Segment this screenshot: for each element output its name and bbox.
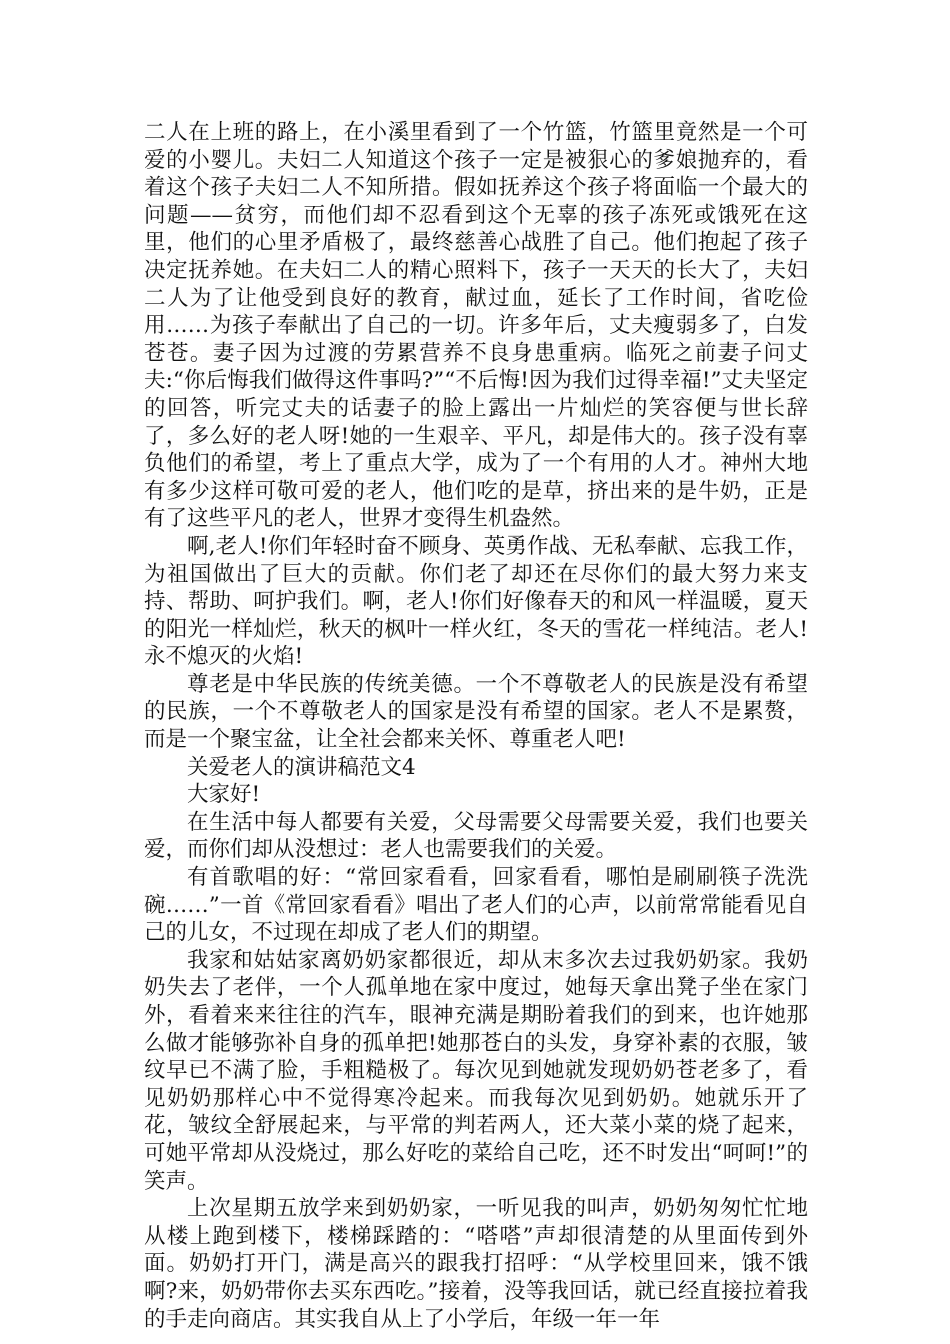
paragraph-last-friday: 上次星期五放学来到奶奶家，一听见我的叫声，奶奶匆匆忙忙地从楼上跑到楼下，楼梯踩踏的：“嗒嗒”声却很清楚的从里面传到外面。奶奶打开门，满是高兴的跟我打招呼：“从学校里回来，饿不饿啊?来，奶奶带你去买东西吃。”接着，没等我回话，就已经直接拉着我的手走向商店。其实我自从上了小学后，年级一年一年 — [144, 1196, 808, 1332]
paragraph-need-care: 在生活中每人都要有关爱，父母需要父母需要关爱，我们也要关爱，而你们却从没想过：老人也需要我们的关爱。 — [144, 809, 808, 863]
paragraph-tribute: 啊,老人!你们年轻时奋不顾身、英勇作战、无私奉献、忘我工作，为祖国做出了巨大的贡献。你们老了却还在尽你们的最大努力来支持、帮助、呵护我们。啊，老人!你们好像春天的和风一样温暖，夏天的阳光一样灿烂，秋天的枫叶一样火红，冬天的雪花一样纯洁。老人!永不熄灭的火焰! — [144, 533, 808, 670]
document-page — [144, 119, 808, 1333]
greeting: 大家好! — [187, 782, 261, 808]
paragraph-story-continuation: 二人在上班的路上，在小溪里看到了一个竹篮，竹篮里竟然是一个可爱的小婴儿。夫妇二人知道这个孩子一定是被狠心的爹娘抛弃的，看着这个孩子夫妇二人不知所措。假如抚养这个孩子将面临一个最大的问题——贫穷，而他们却不忍看到这个无辜的孩子冻死或饿死在这里，他们的心里矛盾极了，最终慈善心战胜了自己。他们抱起了孩子决定抚养她。在夫妇二人的精心照料下，孩子一天天的长大了，夫妇二人为了让他受到良好的教育，献过血，延长了工作时间，省吃俭用……为孩子奉献出了自己的一切。许多年后，丈夫瘦弱多了，白发苍苍。妻子因为过渡的劳累营养不良身患重病。临死之前妻子问丈夫:“你后悔我们做得这件事吗?”“不后悔!因为我们过得幸福!”丈夫坚定的回答，听完丈夫的话妻子的脸上露出一片灿烂的笑容便与世长辞了，多么好的老人呀!她的一生艰辛、平凡，却是伟大的。孩子没有辜负他们的希望，考上了重点大学，成为了一个有用的人才。神州大地有多少这样可敬可爱的老人，他们吃的是草，挤出来的是牛奶，正是有了这些平凡的老人，世界才变得生机盎然。 — [144, 120, 808, 532]
paragraph-grandma-home: 我家和姑姑家离奶奶家都很近，却从末多次去过我奶奶家。我奶奶失去了老伴，一个人孤单地在家中度过，她每天拿出凳子坐在家门外，看着来来往往的汽车，眼神充满是期盼着我们的到来，也许她那么做才能够弥补自身的孤单把!她那苍白的头发，身穿补素的衣服，皱纹早已不满了脸，手粗糙极了。每次见到她就发现奶奶苍老多了，看见奶奶那样心中不觉得寒冷起来。而我每次见到奶奶。她就乐开了花，皱纹全舒展起来，与平常的判若两人，还大菜小菜的烧了起来，可她平常却从没烧过，那么好吃的菜给自己吃，还不时发出“呵呵!”的笑声。 — [144, 947, 808, 1194]
paragraph-respect-elders: 尊老是中华民族的传统美德。一个不尊敬老人的民族是没有希望的民族，一个不尊敬老人的国家是没有希望的国家。老人不是累赘，而是一个聚宝盆，让全社会都来关怀、尊重老人吧! — [144, 671, 808, 753]
paragraph-song: 有首歌唱的好：“常回家看看，回家看看，哪怕是刷刷筷子洗洗碗……”一首《常回家看看》唱出了老人们的心声，以前常常能看见自己的儿女，不过现在却成了老人们的期望。 — [144, 865, 808, 946]
section-heading: 关爱老人的演讲稿范文4 — [187, 754, 416, 780]
